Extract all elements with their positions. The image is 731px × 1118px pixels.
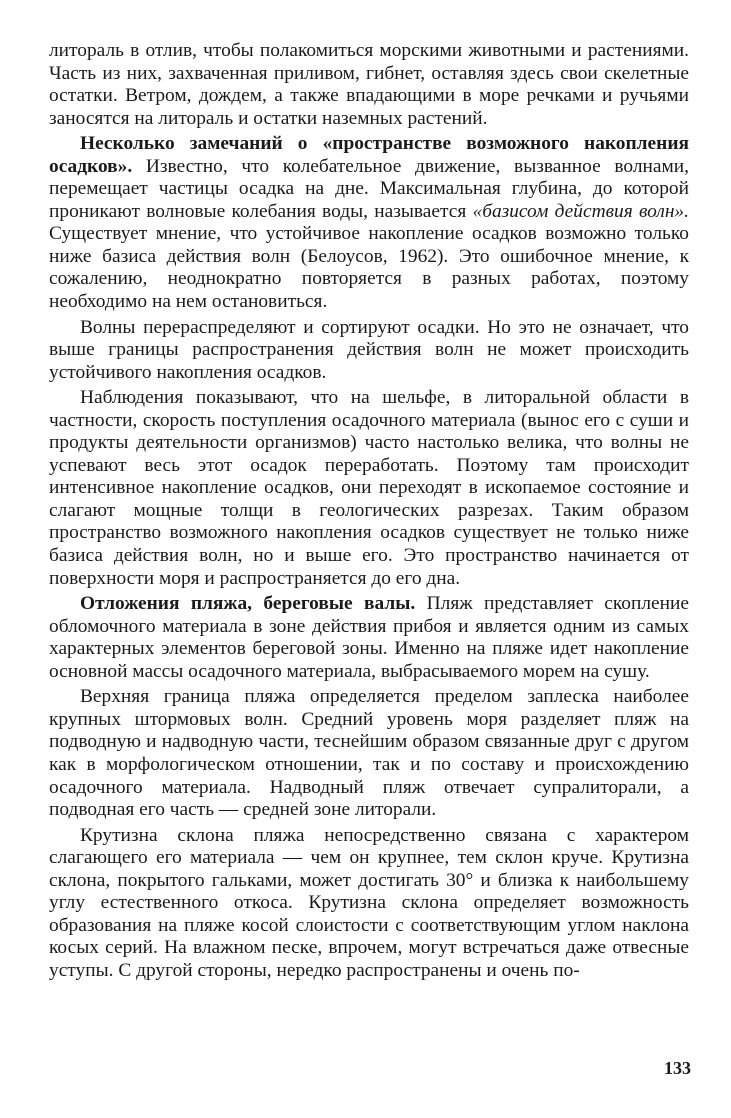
page-number: 133 — [664, 1058, 691, 1078]
paragraph-waves — [49, 317, 689, 385]
paragraph-accumulation-space — [49, 133, 689, 313]
paragraph-text: Наблюдения показывают, что на шельфе, в литоральной области в частности, скорость поступления осадочного материала (вынос его с суши и продукты деятельности организмов) часто настолько велика, что волны не успевают весь этот осадок переработать. Поэтому там происходит интенсивное накопление осадков, они переходят в ископаемое состояние и слагают мощные толщи в геологических разрезах. Таким образом пространство возможного накопления осадков существует не только ниже базиса действия волн, но и выше его. Это пространство начинается от поверхности моря и распространяется до его дна. — [49, 387, 689, 589]
paragraph-text: Волны перераспределяют и сортируют осадки. Но это не означает, что выше границы распространения действия волн не может происходить устойчивого накопления осадков. — [49, 316, 689, 383]
page-body — [49, 40, 689, 982]
paragraph-beach-slope — [49, 825, 689, 983]
section-heading: Несколько замечаний о «пространстве возможного накопления осадков». — [49, 133, 689, 177]
section-heading: Отложения пляжа, береговые валы. — [80, 593, 416, 615]
paragraph-text: Существует мнение, что устойчивое накопление осадков возможно только ниже базиса действия волн (Белоусов, 1962). Это ошибочное мнение, к сожалению, неоднократно повторяется в разных работах, поэтому необходимо на нем остановиться. — [49, 223, 689, 313]
paragraph-text: Известно, что колебательное движение, вызванное волнами, перемещает частицы осадка на дне. Максимальная глубина, до которой проникают волновые колебания воды, называется — [49, 155, 689, 222]
paragraph-text: Верхняя граница пляжа определяется пределом заплеска наиболее крупных штормовых волн. Средний уровень моря разделяет пляж на подводную и надводную части, теснейшим образом связанные друг с другом как в морфологическом отношении, так и по составу и происхождению осадочного материала. Надводный пляж отвечает супралиторали, а подводная его часть — средней зоне литорали. — [49, 686, 689, 821]
paragraph-text: Пляж представляет скопление обломочного материала в зоне действия прибоя и является одним из самых характерных элементов береговой зоны. Именно на пляже идет накопление основной массы осадочного материала, выбрасываемого морем на сушу. — [49, 593, 689, 682]
paragraph-beach-deposits — [49, 593, 689, 683]
paragraph-observations — [49, 387, 689, 590]
paragraph-continuation — [49, 40, 689, 130]
emphasis-term: «базисом действия волн». — [472, 200, 689, 222]
paragraph-beach-boundary — [49, 686, 689, 821]
paragraph-text: Крутизна склона пляжа непосредственно связана с характером слагающего его материала — чем он крупнее, тем склон круче. Крутизна склона, покрытого гальками, может достигать 30° и близка к наибольшему углу естественного откоса. Крутизна склона определяет возможность образования на пляже косой слоистости с соответствующим углом наклона косых серий. На влажном песке, впрочем, могут встречаться даже отвесные уступы. С другой стороны, нередко распространены и очень по- — [49, 824, 689, 981]
paragraph-text: литораль в отлив, чтобы полакомиться морскими животными и растениями. Часть из них, захваченная приливом, гибнет, оставляя здесь свои скелетные остатки. Ветром, дождем, а также впадающими в море речками и ручьями заносятся на литораль и остатки наземных растений. — [49, 40, 689, 129]
